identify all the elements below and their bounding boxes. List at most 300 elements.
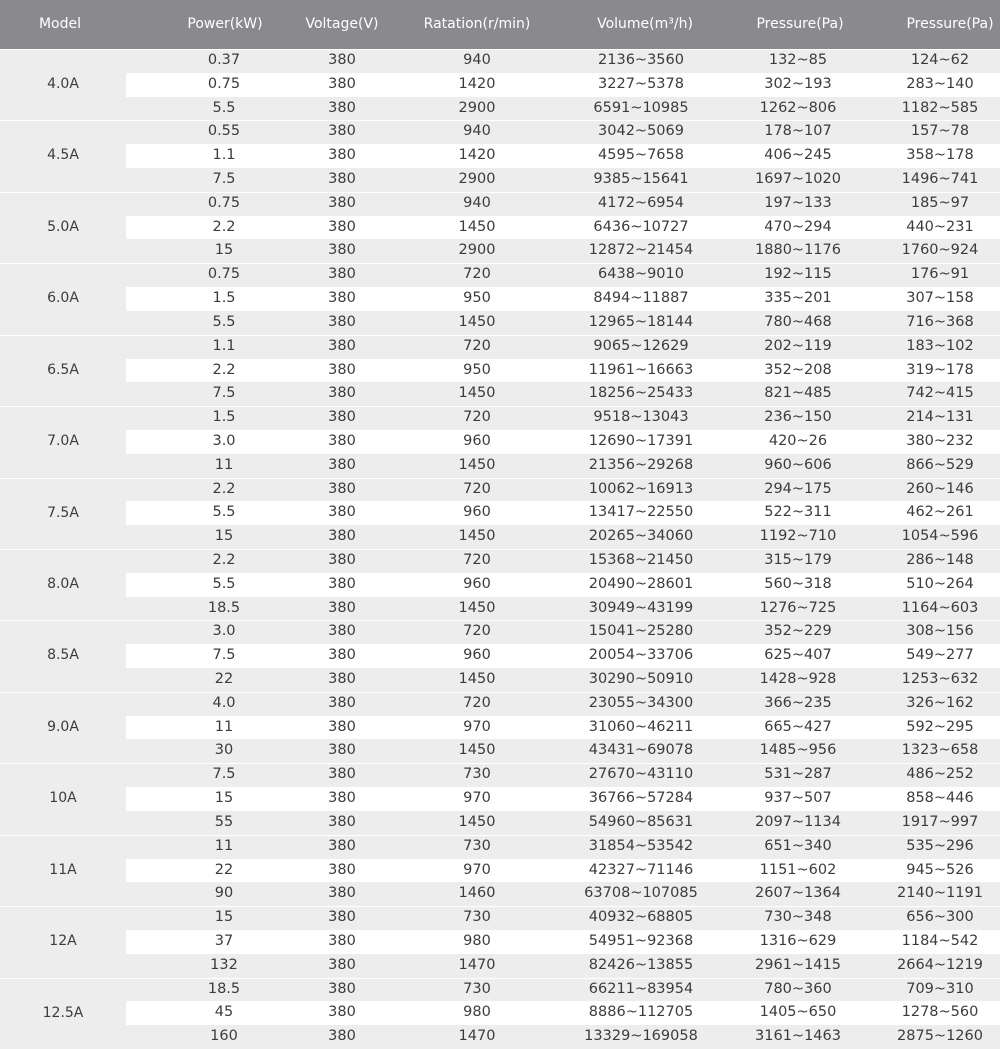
cell-power: 0.75 [207,194,241,211]
cell-volume: 9385~15641 [593,171,689,188]
cell-pressure-2: 1760~924 [901,242,979,259]
cell-rotation: 940 [463,123,491,140]
model-cell: 8.5A [0,620,126,691]
group-divider [0,192,1000,193]
cell-pressure-1: 197~133 [764,194,832,211]
cell-pressure-2: 124~62 [910,52,970,68]
cell-voltage: 380 [328,1004,356,1021]
cell-pressure-1: 406~245 [764,147,832,164]
header-power: Power(kW) [187,16,263,32]
header-model: Model [38,16,82,32]
cell-rotation: 730 [463,766,491,783]
cell-volume: 30290~50910 [588,671,694,688]
cell-power: 18.5 [207,599,241,616]
model-group [0,406,1000,477]
cell-pressure-1: 2607~1364 [755,885,841,902]
cell-voltage: 380 [328,552,356,568]
model-group [0,49,1000,120]
cell-rotation: 950 [463,361,491,378]
cell-rotation: 960 [463,504,491,521]
cell-power: 1.1 [212,337,236,354]
cell-volume: 12872~21454 [588,242,694,259]
cell-volume: 40932~68805 [588,909,694,926]
table-row [126,859,1000,883]
model-cell: 5.0A [0,192,126,263]
cell-rotation: 1460 [458,885,496,902]
cell-pressure-2: 283~140 [906,75,974,92]
cell-volume: 12965~18144 [588,313,694,330]
model-group [0,692,1000,763]
table-row [126,501,1000,525]
cell-volume: 30949~43199 [588,599,694,616]
model-cell: 7.5A [0,478,126,549]
cell-voltage: 380 [328,647,356,664]
cell-power: 37 [214,932,234,949]
model-cell: 6.0A [0,263,126,334]
cell-pressure-2: 319~178 [906,361,974,378]
table-row [126,168,1000,192]
cell-pressure-2: 260~146 [906,480,974,497]
cell-pressure-2: 157~78 [910,123,970,140]
cell-power: 15 [214,528,234,545]
cell-power: 5.5 [212,504,236,521]
model-group [0,835,1000,906]
cell-pressure-1: 3161~1463 [755,1028,841,1045]
table-row [126,716,1000,740]
cell-pressure-1: 960~606 [764,456,832,473]
cell-rotation: 970 [463,861,491,878]
table-row [126,978,1000,1002]
cell-rotation: 720 [463,694,491,711]
cell-voltage: 380 [328,790,356,807]
table-row [126,930,1000,954]
group-divider [0,478,1000,479]
cell-voltage: 380 [328,337,356,354]
cell-power: 55 [214,813,234,830]
model-cell: 9.0A [0,692,126,763]
group-divider [0,763,1000,764]
model-group [0,906,1000,977]
cell-voltage: 380 [328,313,356,330]
cell-voltage: 380 [328,99,356,116]
cell-pressure-1: 335~201 [764,290,832,307]
group-divider [0,978,1000,979]
cell-pressure-2: 326~162 [906,694,974,711]
cell-pressure-1: 1485~956 [759,742,837,759]
header-pressure-1: Pressure(Pa) [756,16,844,32]
cell-voltage: 380 [328,218,356,235]
table-row [126,263,1000,287]
cell-pressure-2: 185~97 [910,194,970,211]
cell-power: 0.75 [207,266,241,283]
table-row [126,216,1000,240]
cell-voltage: 380 [328,171,356,188]
group-divider [0,692,1000,693]
cell-rotation: 970 [463,718,491,735]
cell-voltage: 380 [328,385,356,402]
cell-pressure-1: 1276~725 [759,599,837,616]
cell-volume: 10062~16913 [588,480,694,497]
cell-volume: 20490~28601 [588,575,694,592]
cell-pressure-1: 192~115 [764,266,832,283]
cell-pressure-1: 1151~602 [759,861,837,878]
table-row [126,120,1000,144]
cell-power: 11 [214,837,234,854]
cell-power: 2.2 [212,552,236,568]
table-row [126,882,1000,906]
cell-rotation: 730 [463,837,491,854]
cell-voltage: 380 [328,766,356,783]
cell-voltage: 380 [328,290,356,307]
table-row [126,620,1000,644]
cell-pressure-1: 294~175 [764,480,832,497]
cell-pressure-2: 486~252 [906,766,974,783]
cell-rotation: 1450 [458,813,496,830]
cell-pressure-2: 945~526 [906,861,974,878]
table-row [126,97,1000,121]
cell-power: 15 [214,790,234,807]
cell-rotation: 970 [463,790,491,807]
header-voltage: Voltage(V) [305,16,379,32]
cell-pressure-1: 352~229 [764,623,832,640]
table-row [126,359,1000,383]
cell-pressure-2: 742~415 [906,385,974,402]
cell-volume: 31854~53542 [588,837,694,854]
cell-pressure-1: 560~318 [764,575,832,592]
cell-rotation: 1450 [458,385,496,402]
model-group [0,478,1000,549]
cell-rotation: 1450 [458,742,496,759]
cell-volume: 4595~7658 [598,147,684,164]
cell-rotation: 730 [463,909,491,926]
cell-power: 7.5 [212,171,236,188]
table-row [126,739,1000,763]
cell-pressure-1: 202~119 [764,337,832,354]
cell-volume: 13417~22550 [588,504,694,521]
cell-power: 1.5 [212,409,236,426]
cell-rotation: 1450 [458,599,496,616]
model-cell: 12.5A [0,978,126,1049]
table-row [126,1001,1000,1025]
cell-volume: 8886~112705 [588,1004,694,1021]
cell-rotation: 720 [463,266,491,283]
cell-power: 18.5 [207,980,241,997]
cell-voltage: 380 [328,123,356,140]
cell-pressure-2: 656~300 [906,909,974,926]
cell-pressure-2: 2140~1191 [897,885,983,902]
cell-rotation: 960 [463,647,491,664]
cell-volume: 54960~85631 [588,813,694,830]
cell-power: 30 [214,742,234,759]
model-cell: 7.0A [0,406,126,477]
cell-power: 5.5 [212,575,236,592]
cell-power: 0.37 [207,52,241,68]
cell-pressure-2: 1184~542 [901,932,979,949]
cell-volume: 11961~16663 [588,361,694,378]
table-row [126,144,1000,168]
cell-rotation: 2900 [458,99,496,116]
cell-power: 132 [210,956,238,973]
table-row [126,573,1000,597]
cell-pressure-2: 183~102 [906,337,974,354]
cell-pressure-2: 1917~997 [901,813,979,830]
cell-rotation: 720 [463,480,491,497]
cell-power: 15 [214,909,234,926]
cell-volume: 66211~83954 [588,980,694,997]
cell-rotation: 1450 [458,218,496,235]
cell-pressure-1: 132~85 [768,52,828,68]
model-group [0,620,1000,691]
cell-voltage: 380 [328,575,356,592]
cell-pressure-2: 286~148 [906,552,974,568]
cell-volume: 43431~69078 [588,742,694,759]
model-cell: 11A [0,835,126,906]
cell-rotation: 1420 [458,147,496,164]
cell-pressure-2: 549~277 [906,647,974,664]
cell-pressure-1: 1428~928 [759,671,837,688]
cell-rotation: 960 [463,432,491,449]
cell-power: 1.5 [212,290,236,307]
cell-rotation: 960 [463,575,491,592]
cell-rotation: 1450 [458,671,496,688]
cell-volume: 9518~13043 [593,409,689,426]
cell-power: 90 [214,885,234,902]
cell-pressure-2: 1496~741 [901,171,979,188]
cell-rotation: 980 [463,932,491,949]
cell-volume: 4172~6954 [598,194,684,211]
cell-pressure-1: 821~485 [764,385,832,402]
table-row [126,478,1000,502]
cell-power: 7.5 [212,647,236,664]
cell-pressure-2: 214~131 [906,409,974,426]
cell-pressure-1: 2961~1415 [755,956,841,973]
cell-rotation: 1470 [458,1028,496,1045]
group-divider [0,549,1000,550]
cell-rotation: 940 [463,52,491,68]
table-row [126,549,1000,573]
cell-power: 5.5 [212,99,236,116]
cell-power: 22 [214,861,234,878]
cell-voltage: 380 [328,599,356,616]
cell-power: 22 [214,671,234,688]
cell-rotation: 2900 [458,171,496,188]
cell-voltage: 380 [328,885,356,902]
cell-voltage: 380 [328,147,356,164]
cell-power: 3.0 [212,623,236,640]
cell-voltage: 380 [328,694,356,711]
table-row [126,287,1000,311]
model-group [0,763,1000,834]
cell-pressure-2: 176~91 [910,266,970,283]
table-row [126,525,1000,549]
model-cell: 4.0A [0,49,126,120]
cell-rotation: 980 [463,1004,491,1021]
cell-voltage: 380 [328,623,356,640]
cell-pressure-1: 2097~1134 [755,813,841,830]
cell-volume: 18256~25433 [588,385,694,402]
header-rotation: Ratation(r/min) [423,16,531,32]
cell-rotation: 720 [463,337,491,354]
cell-volume: 15368~21450 [588,552,694,568]
table-row [126,311,1000,335]
cell-volume: 6591~10985 [593,99,689,116]
table-row [126,406,1000,430]
cell-power: 15 [214,242,234,259]
cell-pressure-2: 440~231 [906,218,974,235]
table-row [126,835,1000,859]
cell-pressure-2: 510~264 [906,575,974,592]
cell-pressure-1: 1192~710 [759,528,837,545]
group-divider [0,49,1000,50]
cell-voltage: 380 [328,266,356,283]
group-divider [0,120,1000,121]
cell-power: 0.55 [207,123,241,140]
cell-volume: 27670~43110 [588,766,694,783]
cell-pressure-2: 462~261 [906,504,974,521]
cell-pressure-1: 1405~650 [759,1004,837,1021]
table-row [126,906,1000,930]
cell-pressure-2: 2875~1260 [897,1028,983,1045]
cell-voltage: 380 [328,480,356,497]
cell-volume: 15041~25280 [588,623,694,640]
cell-pressure-2: 358~178 [906,147,974,164]
cell-pressure-2: 308~156 [906,623,974,640]
cell-pressure-1: 236~150 [764,409,832,426]
table-row [126,644,1000,668]
cell-pressure-2: 592~295 [906,718,974,735]
table-row [126,382,1000,406]
cell-volume: 82426~13855 [588,956,694,973]
cell-volume: 3042~5069 [598,123,684,140]
model-group [0,192,1000,263]
cell-pressure-1: 780~468 [764,313,832,330]
table-row [126,430,1000,454]
header-pressure-2: Pressure(Pa) [906,16,994,32]
cell-pressure-1: 352~208 [764,361,832,378]
cell-rotation: 1450 [458,528,496,545]
cell-rotation: 950 [463,290,491,307]
cell-volume: 63708~107085 [584,885,698,902]
group-divider [0,263,1000,264]
cell-power: 11 [214,718,234,735]
cell-voltage: 380 [328,861,356,878]
cell-power: 11 [214,456,234,473]
cell-pressure-1: 470~294 [764,218,832,235]
cell-volume: 21356~29268 [588,456,694,473]
cell-voltage: 380 [328,671,356,688]
cell-pressure-1: 1697~1020 [755,171,841,188]
cell-voltage: 380 [328,242,356,259]
cell-volume: 12690~17391 [588,432,694,449]
cell-pressure-1: 937~507 [764,790,832,807]
cell-rotation: 1450 [458,313,496,330]
cell-power: 45 [214,1004,234,1021]
table-row [126,811,1000,835]
cell-pressure-1: 1880~1176 [755,242,841,259]
cell-volume: 6436~10727 [593,218,689,235]
cell-pressure-1: 531~287 [764,766,832,783]
cell-rotation: 1470 [458,956,496,973]
table-row [126,597,1000,621]
cell-volume: 9065~12629 [593,337,689,354]
cell-volume: 54951~92368 [588,932,694,949]
table-header [0,0,1000,49]
cell-rotation: 2900 [458,242,496,259]
cell-pressure-1: 420~26 [768,432,828,449]
cell-volume: 20265~34060 [588,528,694,545]
group-divider [0,406,1000,407]
table-row [126,335,1000,359]
cell-power: 2.2 [212,361,236,378]
cell-pressure-1: 178~107 [764,123,832,140]
cell-rotation: 720 [463,552,491,568]
table-row [126,763,1000,787]
cell-voltage: 380 [328,52,356,68]
table-row [126,1025,1000,1049]
cell-pressure-2: 535~296 [906,837,974,854]
cell-voltage: 380 [328,432,356,449]
model-cell: 6.5A [0,335,126,406]
model-group [0,263,1000,334]
cell-voltage: 380 [328,813,356,830]
model-group [0,549,1000,620]
cell-power: 2.2 [212,480,236,497]
cell-pressure-2: 1323~658 [901,742,979,759]
cell-voltage: 380 [328,909,356,926]
cell-power: 5.5 [212,313,236,330]
cell-power: 0.75 [207,75,241,92]
cell-pressure-2: 1278~560 [901,1004,979,1021]
cell-pressure-2: 1253~632 [901,671,979,688]
cell-power: 160 [210,1028,238,1045]
cell-volume: 42327~71146 [588,861,694,878]
cell-voltage: 380 [328,742,356,759]
model-group [0,335,1000,406]
cell-voltage: 380 [328,1028,356,1045]
cell-pressure-1: 780~360 [764,980,832,997]
cell-voltage: 380 [328,361,356,378]
group-divider [0,906,1000,907]
cell-voltage: 380 [328,75,356,92]
cell-pressure-1: 366~235 [764,694,832,711]
cell-pressure-1: 665~427 [764,718,832,735]
cell-power: 7.5 [212,766,236,783]
cell-voltage: 380 [328,837,356,854]
table-row [126,787,1000,811]
cell-pressure-1: 1316~629 [759,932,837,949]
cell-volume: 20054~33706 [588,647,694,664]
cell-voltage: 380 [328,980,356,997]
cell-pressure-2: 716~368 [906,313,974,330]
cell-voltage: 380 [328,504,356,521]
cell-rotation: 720 [463,409,491,426]
header-volume: Volume(m³/h) [597,16,693,32]
cell-pressure-1: 730~348 [764,909,832,926]
table-row [126,668,1000,692]
table-row [126,192,1000,216]
cell-rotation: 730 [463,980,491,997]
group-divider [0,835,1000,836]
cell-power: 4.0 [212,694,236,711]
cell-pressure-2: 1164~603 [901,599,979,616]
cell-volume: 8494~11887 [593,290,689,307]
cell-volume: 23055~34300 [588,694,694,711]
cell-voltage: 380 [328,528,356,545]
cell-pressure-2: 1054~596 [901,528,979,545]
cell-voltage: 380 [328,456,356,473]
cell-volume: 31060~46211 [588,718,694,735]
cell-pressure-1: 1262~806 [759,99,837,116]
